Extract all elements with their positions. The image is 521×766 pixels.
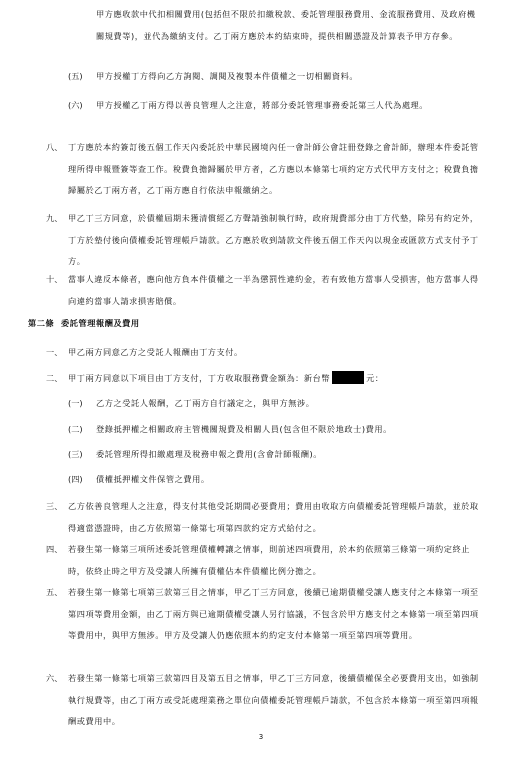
clause-text: 甲乙兩方同意乙方之受託人報酬由丁方支付。 — [68, 347, 243, 357]
item-text: 甲方授權丁方得向乙方詢閱、調閱及複製本件債權之一切相關資料。 — [96, 71, 359, 81]
clause-text — [68, 368, 482, 390]
fee-text-before: 甲丁兩方同意以下項目由丁方支付，丁方收取服務費金額為：新台幣 — [68, 373, 331, 383]
item-label: (一) — [68, 398, 83, 408]
clause-text: 乙方依善良管理人之注意，得支付其他受託期間必要費用；費用由收取方向債權委託管理帳戶請款，並於取得適當憑證時，由乙方依照第一條第七項第四款約定方式給付之。 — [68, 501, 479, 533]
item-text: 委託管理所得扣繳處理及稅務申報之費用(含會計師報酬)。 — [96, 449, 322, 459]
clause-label: 五、 — [46, 587, 63, 597]
item-label: (六) — [68, 100, 83, 110]
clause-text: 丁方應於本約簽訂後五個工作天內委託於中華民國境內任一會計師公會註冊登錄之會計師，辦理本件委託管理所得申報暨簽等查工作。稅費負擔歸屬於甲方者，乙方應以本條第七項約定方式代甲方支付之；稅費負擔歸屬於乙丁兩方者，乙丁兩方應自行依法申報繳納之。 — [68, 142, 479, 196]
clause-label: 四、 — [46, 544, 63, 554]
clause-text: 當事人違反本條者，應向他方負本件債權之一半為懲罰性違約金，若有致他方當事人受損害，他方當事人得向違約當事人請求損害賠償。 — [68, 274, 479, 306]
clause-label: 九、 — [46, 213, 63, 223]
item-label: (四) — [68, 474, 83, 484]
item-label: (二) — [68, 424, 83, 434]
continuation-paragraph: 甲方應收款中代扣相關費用(包括但不限於扣繳稅款、委託管理服務費用、金流服務費用、及政府機關規費等)，並代為繳納支付。乙丁兩方應於本約結束時，提供相關憑證及計算表予甲方存參。 — [96, 9, 476, 41]
article-heading: 第二條 委託管理報酬及費用 — [28, 318, 140, 328]
clause-label: 一、 — [46, 347, 63, 357]
fee-text-after: 元： — [366, 373, 384, 383]
clause-text: 若發生第一條第七項第三款第三目之情事，甲乙丁三方同意，後續已逾期債權受讓人應支付之本條第一項至第四項等費用金額，由乙丁兩方與已逾期債權受讓人另行協議，不包含於甲方應支付之本條第一項至第四項等費用中，與甲方無涉。甲方及受讓人仍應依照本約約定支付本條第一項至第四項等費用。 — [68, 587, 479, 641]
item-label: (五) — [68, 71, 83, 81]
clause-label: 六、 — [46, 673, 63, 683]
clause-text: 若發生第一條第七項第三款第四目及第五目之情事，甲乙丁三方同意，後續債權保全必要費用支出，如強制執行規費等，由乙丁兩方或受託處理業務之單位向債權委託管理帳戶請款，不包含於本條第一項至第四項報酬或費用中。 — [68, 673, 479, 727]
clause-text: 若發生第一條第三項所述委託管理債權轉讓之情事，則前述四項費用，於本約依照第三條第一項約定終止時，依終止時之甲方及受讓人所擁有債權佔本件債權比例分擔之。 — [68, 544, 470, 576]
clause-label: 三、 — [46, 501, 63, 511]
item-text: 登錄抵押權之相關政府主管機關規費及相關人員(包含但不限於地政士)費用。 — [96, 424, 392, 434]
clause-label: 十、 — [46, 274, 63, 284]
item-text: 甲方授權乙丁兩方得以善良管理人之注意，將部分委託管理事務委託第三人代為處理。 — [96, 100, 429, 110]
page-number: 3 — [258, 733, 264, 741]
clause-text: 甲乙丁三方同意，於債權屆期未獲清償經乙方聲請強制執行時，政府規費部分由丁方代墊，除另有約定外，丁方於墊付後向債權委託管理帳戶請款。乙方應於收到請款文件後五個工作天內以現金或匯款方式支付予丁方。 — [68, 213, 479, 267]
clause-label: 八、 — [46, 142, 63, 152]
item-text: 乙方之受託人報酬，乙丁兩方自行議定之，與甲方無涉。 — [96, 398, 315, 408]
item-text: 債權抵押權文件保管之費用。 — [96, 474, 210, 484]
clause-label: 二、 — [46, 373, 63, 383]
item-label: (三) — [68, 449, 83, 459]
redacted-amount — [332, 371, 364, 384]
